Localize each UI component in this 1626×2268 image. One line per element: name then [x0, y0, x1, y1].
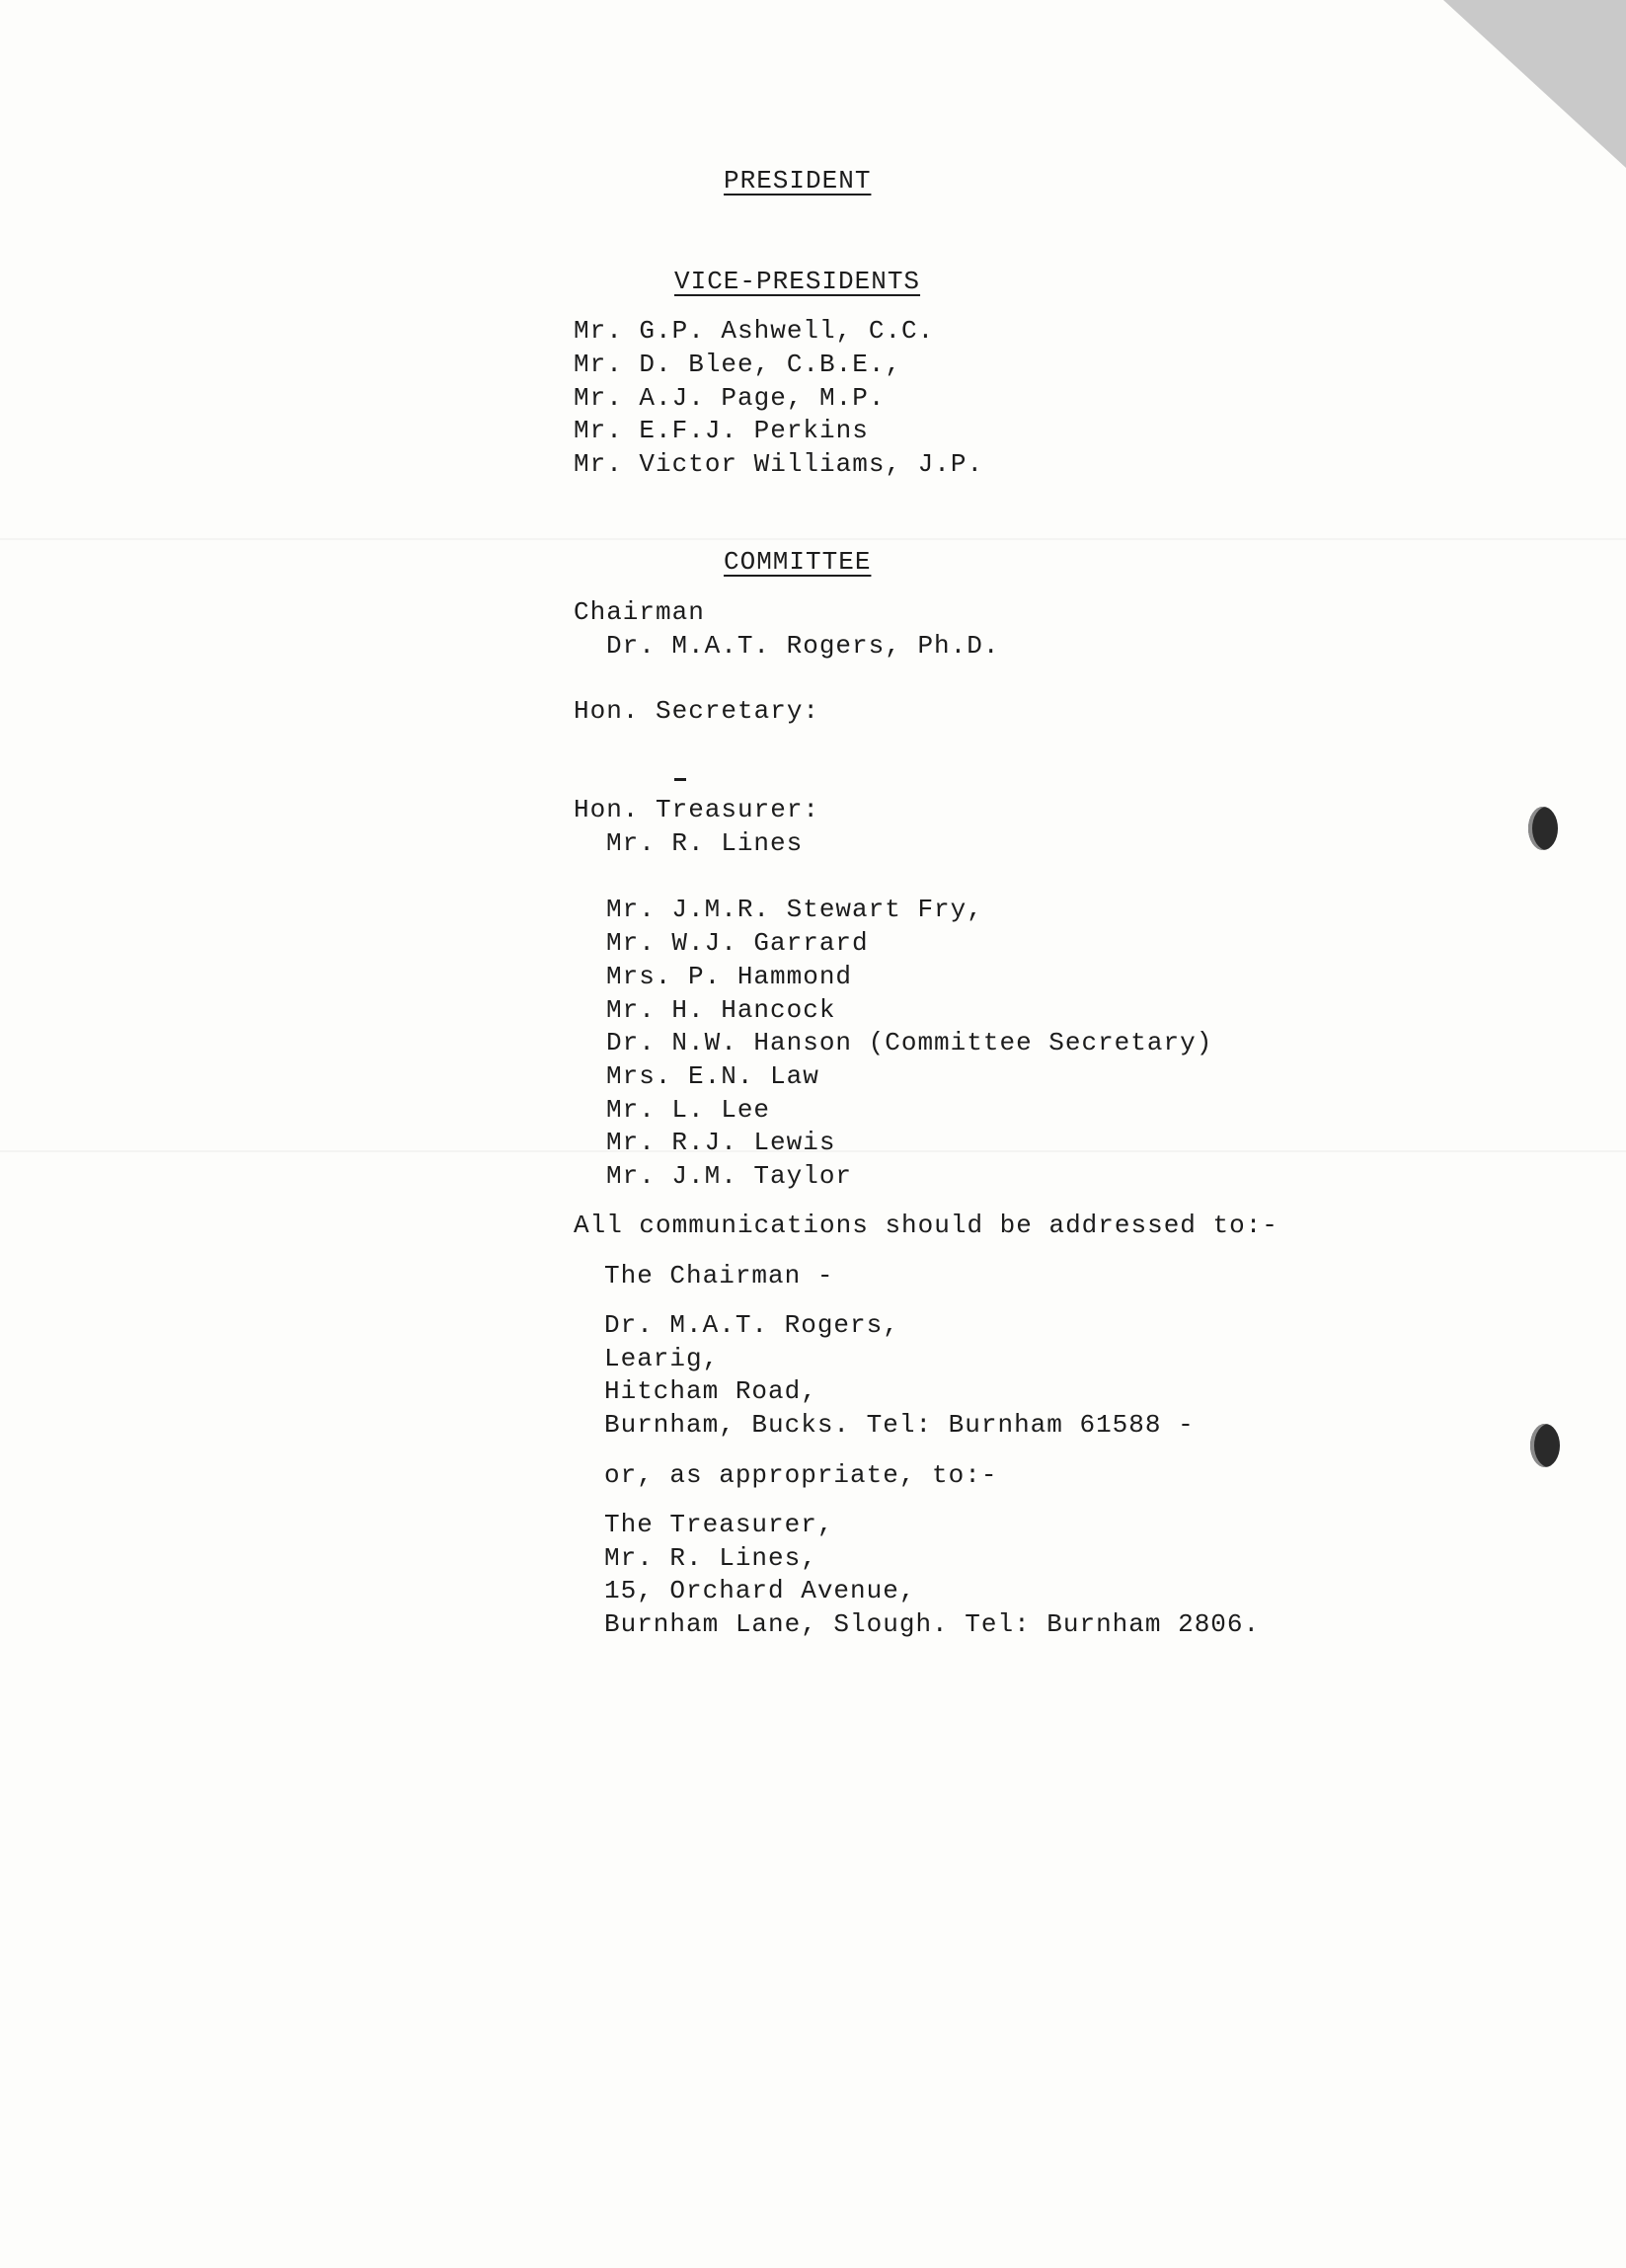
- president-heading: PRESIDENT: [724, 166, 872, 196]
- chairman-label: Chairman: [574, 597, 705, 627]
- treasurer-address-line: Burnham Lane, Slough. Tel: Burnham 2806.: [604, 1609, 1261, 1639]
- vice-president-entry: Mr. Victor Williams, J.P.: [574, 449, 984, 479]
- committee-member: Mrs. E.N. Law: [606, 1061, 819, 1091]
- chairman-contact-line: The Chairman -: [604, 1261, 834, 1290]
- punch-hole: [1528, 807, 1558, 850]
- committee-member: Mr. H. Hancock: [606, 995, 836, 1025]
- chairman-address-line: Dr. M.A.T. Rogers,: [604, 1310, 899, 1340]
- chairman-address-line: Burnham, Bucks. Tel: Burnham 61588 -: [604, 1410, 1195, 1440]
- committee-member: Mrs. P. Hammond: [606, 962, 853, 991]
- chairman-address-line: Hitcham Road,: [604, 1376, 817, 1406]
- committee-member: Dr. N.W. Hanson (Committee Secretary): [606, 1028, 1213, 1057]
- committee-member: Mr. L. Lee: [606, 1095, 771, 1125]
- vice-presidents-heading: VICE-PRESIDENTS: [674, 267, 921, 296]
- treasurer-address-line: 15, Orchard Avenue,: [604, 1576, 916, 1605]
- vice-president-entry: Mr. G.P. Ashwell, C.C.: [574, 316, 935, 346]
- chairman-address-line: Learig,: [604, 1344, 720, 1373]
- paper-fold-line: [0, 538, 1626, 540]
- committee-heading: COMMITTEE: [724, 547, 872, 577]
- folded-corner: [1443, 0, 1626, 168]
- treasurer-label: Hon. Treasurer:: [574, 795, 820, 824]
- secretary-label: Hon. Secretary:: [574, 696, 820, 726]
- committee-member: Mr. R.J. Lewis: [606, 1128, 836, 1157]
- committee-member: Mr. J.M.R. Stewart Fry,: [606, 895, 983, 924]
- punch-hole: [1530, 1424, 1560, 1467]
- communications-intro: All communications should be addressed to:-: [574, 1211, 1278, 1240]
- chairman-name: Dr. M.A.T. Rogers, Ph.D.: [606, 631, 1000, 661]
- treasurer-name: Mr. R. Lines: [606, 828, 804, 858]
- committee-member: Mr. J.M. Taylor: [606, 1161, 853, 1191]
- treasurer-address-line: Mr. R. Lines,: [604, 1543, 817, 1573]
- vice-president-entry: Mr. A.J. Page, M.P.: [574, 383, 886, 413]
- vice-president-entry: Mr. E.F.J. Perkins: [574, 416, 869, 445]
- secretary-blank-mark: [674, 778, 686, 781]
- committee-member: Mr. W.J. Garrard: [606, 928, 869, 958]
- alternative-contact-line: or, as appropriate, to:-: [604, 1460, 998, 1490]
- treasurer-address-line: The Treasurer,: [604, 1510, 834, 1539]
- vice-president-entry: Mr. D. Blee, C.B.E.,: [574, 350, 902, 379]
